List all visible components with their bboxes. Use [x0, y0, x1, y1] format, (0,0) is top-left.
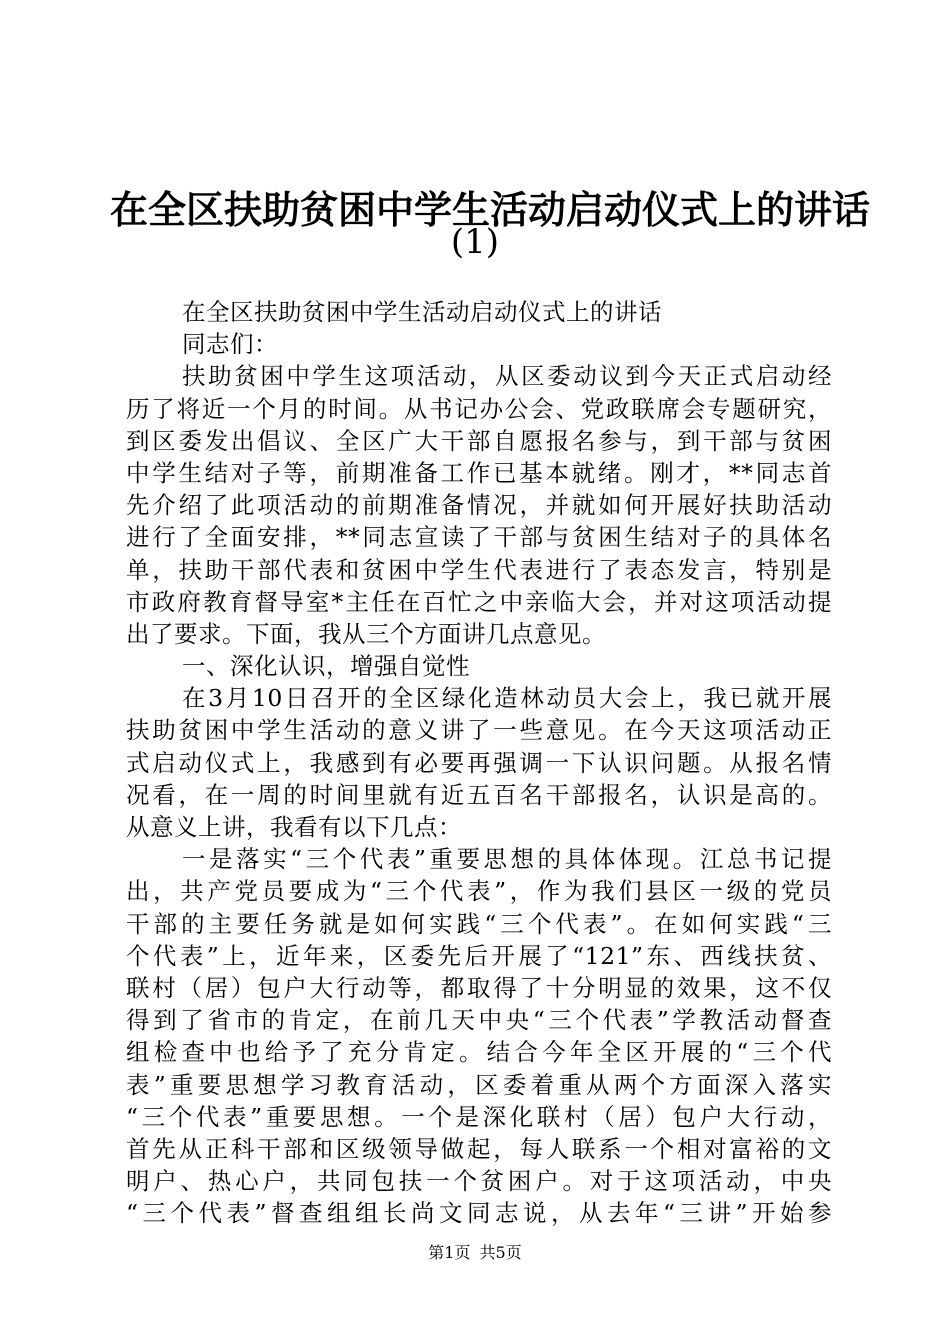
text-line: 一、深化认识，增强自觉性	[182, 652, 470, 681]
text-line: 表”重要思想学习教育活动，区委着重从两个方面深入落实	[126, 1070, 832, 1099]
text-line: 出了要求。下面，我从三个方面讲几点意见。	[126, 619, 606, 648]
text-line: 一是落实“三个代表”重要思想的具体体现。江总书记提	[182, 845, 832, 874]
page-number: 第1页	[428, 1243, 471, 1262]
text-line: 扶助贫困中学生活动的意义讲了一些意见。在今天这项活动正	[126, 716, 832, 745]
text-line: 个代表”上，近年来，区委先后开展了“121”东、西线扶贫、	[126, 941, 832, 970]
text-line: 先介绍了此项活动的前期准备情况，并就如何开展好扶助活动	[126, 491, 832, 520]
text-line: 中学生结对子等，前期准备工作已基本就绪。刚才，**同志首	[126, 458, 832, 487]
text-line: “三个代表”重要思想。一个是深化联村（居）包户大行动，	[126, 1102, 832, 1131]
text-line: 从意义上讲，我看有以下几点：	[126, 813, 462, 841]
document-title-line-1: 在全区扶助贫困中学生活动启动仪式上的讲话	[110, 188, 871, 232]
text-line: 干部的主要任务就是如何实践“三个代表”。在如何实践“三	[126, 909, 832, 938]
text-line: 扶助贫困中学生这项活动，从区委动议到今天正式启动经	[182, 362, 832, 391]
text-line: 单，扶助干部代表和贫困中学生代表进行了表态发言，特别是	[126, 555, 832, 584]
page-footer	[0, 1243, 950, 1263]
text-line: 到区委发出倡议、全区广大干部自愿报名参与，到干部与贫困	[126, 426, 832, 455]
text-line: 式启动仪式上，我感到有必要再强调一下认识问题。从报名情	[126, 748, 832, 777]
text-line: 同志们：	[182, 330, 278, 359]
text-line: 明户、热心户，共同包扶一个贫困户。对于这项活动，中央	[126, 1167, 832, 1196]
text-line: 市政府教育督导室*主任在百忙之中亲临大会，并对这项活动提	[126, 587, 832, 616]
text-line: 况看，在一周的时间里就有近五百名干部报名，认识是高的。	[126, 780, 832, 809]
page-total: 共5页	[479, 1243, 522, 1262]
text-line: 得到了省市的肯定，在前几天中央“三个代表”学教活动督查	[126, 1006, 832, 1035]
text-line: 联村（居）包户大行动等，都取得了十分明显的效果，这不仅	[126, 973, 832, 1002]
text-line: 在全区扶助贫困中学生活动启动仪式上的讲话	[182, 298, 662, 326]
text-line: 历了将近一个月的时间。从书记办公会、党政联席会专题研究，	[126, 394, 832, 423]
text-line: 进行了全面安排，**同志宣读了干部与贫困生结对子的具体名	[126, 523, 832, 552]
text-line: 出，共产党员要成为“三个代表”，作为我们县区一级的党员	[126, 877, 832, 906]
text-line: “三个代表”督查组组长尚文同志说，从去年“三讲”开始参	[126, 1199, 832, 1228]
document-body	[126, 296, 832, 1229]
text-line: 首先从正科干部和区级领导做起，每人联系一个相对富裕的文	[126, 1134, 832, 1163]
text-line: 组检查中也给予了充分肯定。结合今年全区开展的“三个代	[126, 1038, 832, 1067]
document-title-line-2: (1)	[450, 222, 500, 262]
text-line: 在3月10日召开的全区绿化造林动员大会上，我已就开展	[182, 684, 832, 713]
